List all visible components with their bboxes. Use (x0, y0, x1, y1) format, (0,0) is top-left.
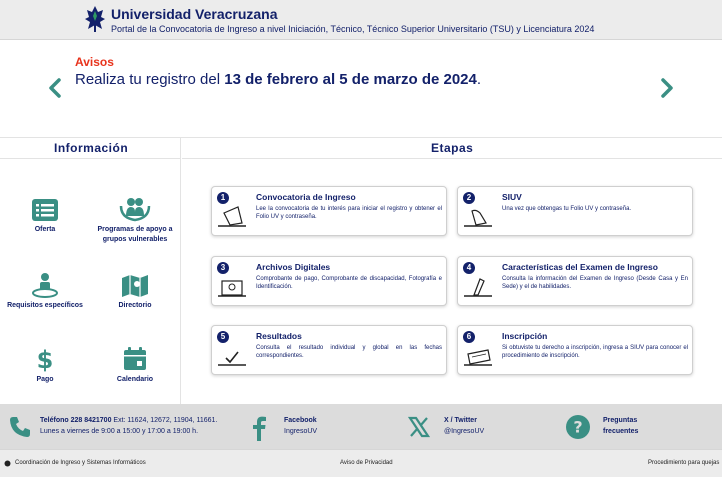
step-number: 1 (217, 192, 229, 204)
id-card-icon (216, 271, 248, 303)
map-icon (121, 274, 149, 298)
help-question-icon[interactable] (565, 414, 591, 440)
card-title: Convocatoria de Ingreso (256, 192, 356, 202)
facebook-icon[interactable] (250, 415, 268, 441)
avisos-message (75, 71, 481, 88)
informacion-panel (0, 138, 181, 404)
divider (0, 158, 181, 159)
facebook-link[interactable] (284, 415, 317, 437)
info-item-programas[interactable] (95, 196, 175, 245)
divider (182, 158, 722, 159)
step-number: 6 (463, 331, 475, 343)
card-title: Inscripción (502, 331, 548, 341)
avisos-text-after: . (476, 71, 482, 88)
etapa-card-archivos[interactable] (211, 256, 447, 306)
uv-logo-icon[interactable] (84, 5, 106, 33)
avisos-title: Avisos (75, 55, 114, 69)
etapa-card-inscripcion[interactable] (457, 325, 693, 375)
info-item-requisitos[interactable] (5, 272, 85, 311)
faq-link[interactable] (603, 415, 638, 437)
info-item-directorio[interactable] (95, 274, 175, 311)
card-title: Características del Examen de Ingreso (502, 262, 658, 272)
phone-info (40, 415, 217, 426)
pencil-icon (462, 271, 494, 303)
info-item-label: Directorio (118, 302, 152, 309)
twitter-link[interactable] (444, 415, 484, 437)
person-pin-icon (31, 272, 59, 298)
avisos-dates: 13 de febrero al 5 de marzo de 2024 (224, 71, 477, 88)
phone-icon (8, 415, 32, 439)
informacion-title: Información (54, 141, 129, 155)
office-hours: Lunes a viernes de 9:00 a 15:00 y 17:00 a 19:00 h. (40, 428, 199, 435)
etapas-title: Etapas (431, 141, 474, 155)
privacy-link[interactable]: Aviso de Privacidad (340, 460, 393, 466)
card-description: Si obtuviste tu derecho a inscripción, ingresa a SIUV para conocer el procedimiento de inscripción. (502, 345, 688, 359)
info-item-label: Pago (36, 376, 54, 383)
card-title: SIUV (502, 192, 522, 202)
info-item-label: Calendario (116, 376, 154, 383)
card-description: Una vez que obtengas tu Folio UV y contraseña. (502, 206, 632, 212)
card-description: Consulta la información del Examen de Ingreso (Desde Casa y En Sede) y el de habilidades. (502, 276, 688, 290)
card-title: Archivos Digitales (256, 262, 331, 272)
copyright-icon (4, 460, 11, 467)
contact-footer (0, 404, 722, 449)
twitter-title: X / Twitter (444, 417, 477, 424)
card-description: Consulta el resultado individual y global en las fechas correspondientes. (256, 345, 442, 359)
calendar-icon (122, 346, 148, 372)
info-item-pago[interactable] (5, 346, 85, 385)
info-item-label: Oferta (34, 226, 56, 233)
pointer-icon (462, 201, 494, 233)
svg-text:$: $ (36, 346, 54, 372)
info-item-label: Programas de apoyo a grupos vulnerables (97, 226, 173, 243)
university-name[interactable]: Universidad Veracruzana (111, 6, 278, 22)
twitter-handle: @IngresoUV (444, 428, 485, 435)
document-icon (462, 340, 494, 372)
facebook-title: Facebook (284, 417, 317, 424)
info-item-oferta[interactable] (5, 198, 85, 235)
step-number: 2 (463, 192, 475, 204)
svg-text:?: ? (573, 417, 583, 437)
step-number: 3 (217, 262, 229, 274)
portal-subtitle: Portal de la Convocatoria de Ingreso a nivel Iniciación, Técnico, Técnico Superior Universitario (TSU) y Licenciatura 2024 (111, 24, 595, 34)
people-support-icon (119, 196, 151, 222)
card-description: Lee la convocatoria de tu interés para iniciar el registro y obtener el Folio UV y contraseña. (256, 206, 442, 220)
complaints-link[interactable]: Procedimiento para quejas (648, 460, 720, 466)
phone-number[interactable]: Teléfono 228 8421700 (40, 417, 112, 424)
prev-arrow-icon[interactable] (46, 77, 64, 99)
faq-line-1: Preguntas (603, 417, 638, 424)
coordinacion-link[interactable]: Coordinación de Ingreso y Sistemas Informáticos (15, 460, 146, 466)
step-number: 4 (463, 262, 475, 274)
next-arrow-icon[interactable] (658, 77, 676, 99)
etapas-panel (182, 138, 722, 404)
x-twitter-icon[interactable] (408, 416, 430, 438)
card-title: Resultados (256, 331, 302, 341)
card-description: Comprobante de pago, Comprobante de discapacidad, Fotografía e Identificación. (256, 276, 442, 290)
faq-line-2: frecuentes (603, 428, 639, 435)
bottom-bar (0, 449, 722, 477)
site-header (0, 0, 722, 40)
dollar-icon (35, 346, 55, 372)
ballot-icon (216, 201, 248, 233)
etapa-card-resultados[interactable] (211, 325, 447, 375)
etapa-card-siuv[interactable] (457, 186, 693, 236)
phone-extensions: Ext: 11624, 12672, 11904, 11661. (111, 417, 218, 424)
etapa-card-convocatoria[interactable] (211, 186, 447, 236)
info-item-calendario[interactable] (95, 346, 175, 385)
info-item-label: Requisitos específicos (7, 302, 83, 309)
list-icon (31, 198, 59, 222)
avisos-banner (0, 40, 722, 138)
facebook-handle: IngresoUV (284, 428, 318, 435)
avisos-text-before: Realiza tu registro del (75, 71, 225, 88)
etapa-card-examen[interactable] (457, 256, 693, 306)
checkmark-icon (216, 340, 248, 372)
step-number: 5 (217, 331, 229, 343)
